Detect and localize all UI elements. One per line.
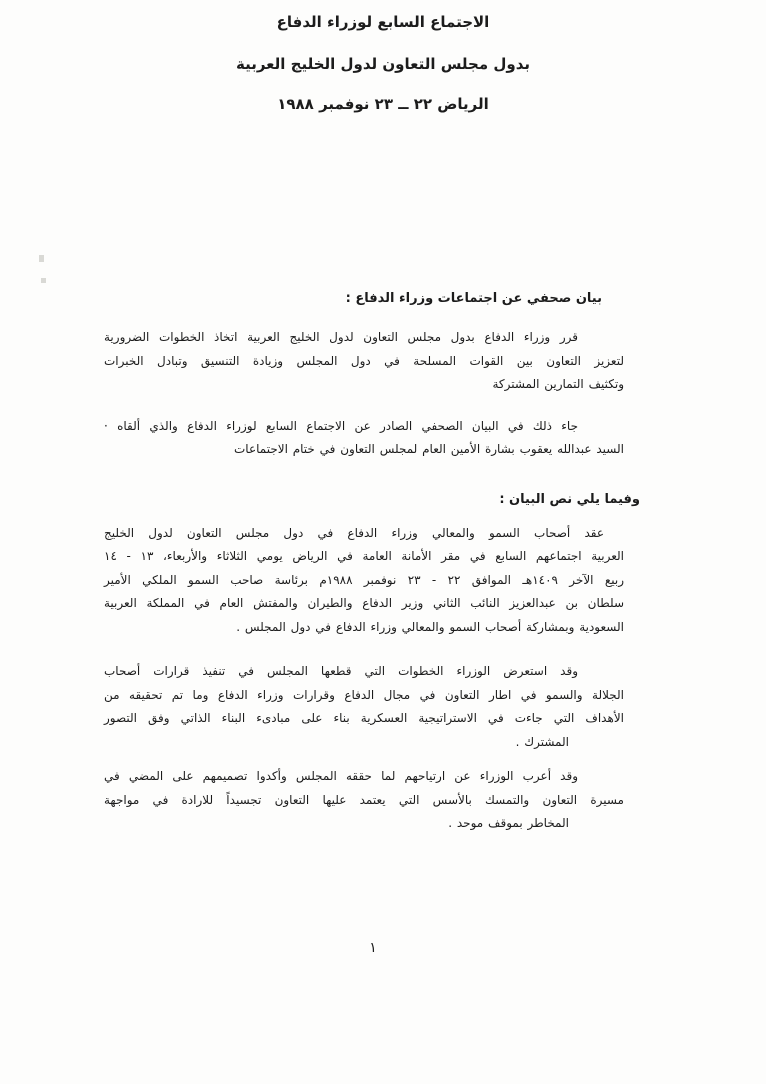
scan-speck: [39, 255, 44, 262]
paragraph-5-line-3: المخاطر بموقف موحد .: [448, 816, 569, 830]
paragraph-5-line-1: وقد أعرب الوزراء عن ارتياحهم لما حققه المجلس وأكدوا تصميمهم على المضي في: [104, 769, 578, 783]
document-title-line-1: الاجتماع السابع لوزراء الدفاع: [276, 13, 490, 31]
paragraph-1-line-1: قرر وزراء الدفاع بدول مجلس التعاون لدول الخليج العربية اتخاذ الخطوات الضرورية: [104, 330, 578, 344]
paragraph-4-line-1: وقد استعرض الوزراء الخطوات التي قطعها المجلس في تنفيذ قرارات أصحاب: [104, 664, 578, 678]
paragraph-1: [104, 326, 624, 397]
page-number: ١: [369, 939, 377, 956]
paragraph-2-line-2: السيد عبدالله يعقوب بشارة الأمين العام لمجلس التعاون في ختام الاجتماعات: [233, 442, 624, 456]
paragraph-3-line-2: العربية اجتماعهم السابع في مقر الأمانة العامة في الرياض يومي الثلاثاء والأربعاء، ١٣ - ١٤: [104, 549, 625, 563]
document-title-block: [0, 0, 766, 114]
paragraph-2-line-1: جاء ذلك في البيان الصحفي الصادر عن الاجتماع السابع لوزراء الدفاع والذي ألقاه ·: [104, 418, 578, 433]
paragraph-2: [104, 415, 624, 462]
document-body: [104, 114, 640, 958]
scan-speck: [41, 278, 46, 283]
paragraph-3-line-4: سلطان بن عبدالعزيز النائب الثاني وزير الدفاع والطيران والمفتش العام في المملكة العربية: [104, 596, 624, 610]
paragraph-1-line-3: وتكثيف التمارين المشتركة: [492, 377, 624, 391]
paragraph-5-line-2: مسيرة التعاون والتمسك بالأسس التي يعتمد عليها التعاون تجسيداً للارادة في مواجهة: [104, 792, 624, 807]
paragraph-3-line-1: عقد أصحاب السمو والمعالي وزراء الدفاع في دول مجلس التعاون لدول الخليج: [104, 525, 604, 540]
paragraph-3: [104, 522, 624, 640]
press-statement-heading: بيان صحفي عن اجتماعات وزراء الدفاع :: [345, 291, 602, 306]
paragraph-1-line-2: لتعزيز التعاون بين القوات المسلحة في دول المجلس وزيادة التنسيق وتبادل الخبرات: [104, 353, 624, 368]
paragraph-4: [104, 660, 624, 754]
statement-intro-heading: وفيما يلي نص البيان :: [499, 491, 640, 507]
paragraph-4-line-2: الجلالة والسمو في اطار التعاون في مجال الدفاع وقرارات وزراء الدفاع وما تم تحقيقه من: [104, 687, 624, 702]
paragraph-5: [104, 765, 624, 836]
paragraph-4-line-3: الأهداف التي جاءت في الاستراتيجية العسكرية بناء على مبادىء البناء الذاتي وفق التصور: [104, 711, 624, 725]
paragraph-3-line-5: السعودية وبمشاركة أصحاب السمو والمعالي وزراء الدفاع في دول المجلس .: [236, 619, 624, 634]
document-title-line-2: بدول مجلس التعاون لدول الخليج العربية: [236, 55, 530, 73]
paragraph-4-line-4: المشترك .: [515, 734, 569, 749]
document-title-line-3: الرياض ٢٢ ــ ٢٣ نوفمبر ١٩٨٨: [277, 95, 489, 113]
paragraph-3-line-3: ربيع الآخر ١٤٠٩هـ الموافق ٢٢ - ٢٣ نوفمبر ١٩٨٨م برئاسة صاحب السمو الملكي الأمير: [104, 572, 624, 587]
